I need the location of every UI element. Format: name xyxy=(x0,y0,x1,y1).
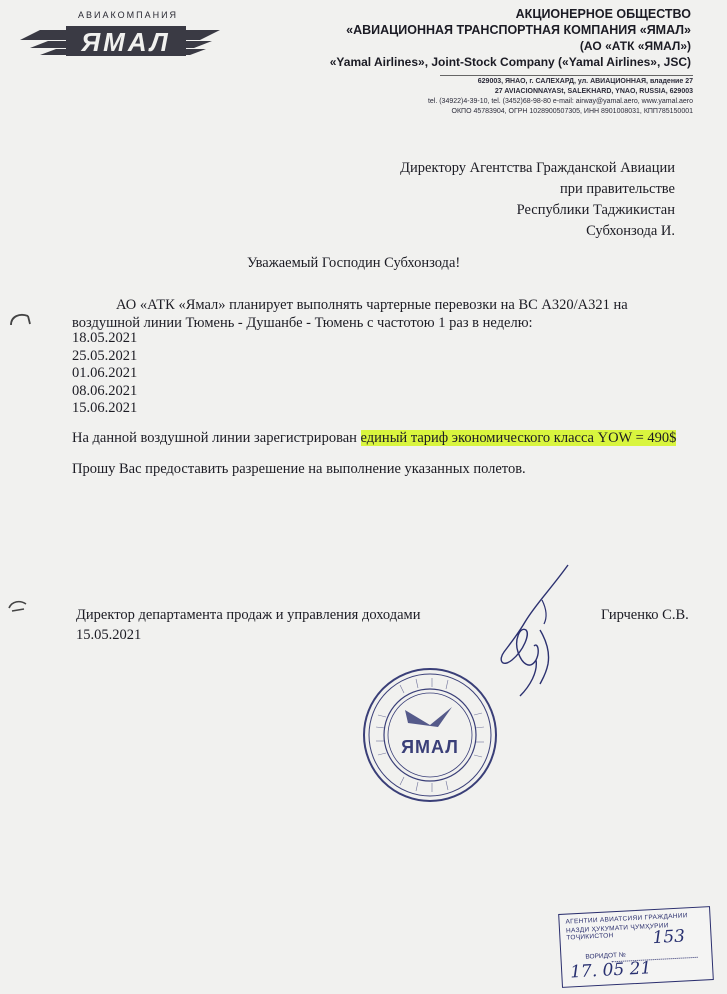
flight-date: 25.05.2021 xyxy=(72,347,138,364)
header-divider xyxy=(440,75,693,76)
signature-date: 15.05.2021 xyxy=(76,627,142,643)
registration-stamp xyxy=(558,906,714,988)
paragraph-2 xyxy=(72,429,694,447)
logo-caption: АВИАКОМПАНИЯ xyxy=(78,10,179,20)
paragraph-2-text: На данной воздушной линии зарегистрирован xyxy=(72,430,361,446)
flight-date: 15.06.2021 xyxy=(72,400,138,416)
stamp-line2: НАЗДИ ҲУКУМАТИ ҶУМҲУРИИ ТОҶИКИСТОН xyxy=(565,922,669,942)
company-line1: АКЦИОНЕРНОЕ ОБЩЕСТВО xyxy=(515,7,691,21)
paragraph-3: Прошу Вас предоставить разрешение на выполнение указанных полетов. xyxy=(72,461,526,477)
paragraph-1: АО «АТК «Ямал» планирует выполнять чартерные перевозки на ВС А320/А321 на воздушной линии Тюмень - Душанбе - Тюмень с частотою 1 раз в неделю: xyxy=(72,297,628,331)
incoming-date: 17. 05 21 xyxy=(569,958,652,983)
addressee-line3: Республики Таджикистан xyxy=(516,202,675,218)
punch-mark-icon xyxy=(8,310,34,328)
company-block xyxy=(330,6,691,70)
flight-date: 18.05.2021 xyxy=(72,330,138,346)
incoming-number: 153 xyxy=(652,926,686,949)
logo-text: ЯМАЛ xyxy=(81,27,171,57)
number-label: ВОРИДОТ № xyxy=(585,951,626,961)
addressee-line1: Директору Агентства Гражданской Авиации xyxy=(400,160,675,176)
seal-center-text: ЯМАЛ xyxy=(401,737,459,757)
salutation: Уважаемый Господин Субхонзода! xyxy=(247,255,461,271)
punch-mark-icon xyxy=(6,596,32,614)
company-line2: «АВИАЦИОННАЯ ТРАНСПОРТНАЯ КОМПАНИЯ «ЯМАЛ» xyxy=(346,23,691,37)
registry-numbers: ОКПО 45783904, ОГРН 1028900507305, ИНН 8901008031, КПП785150001 xyxy=(451,108,693,115)
signer-title: Директор департамента продаж и управления доходами xyxy=(76,607,421,623)
tariff-highlight: единый тариф экономического класса YOW = 490$ xyxy=(360,430,677,446)
address-ru: 629003, ЯНАО, г. САЛЕХАРД, ул. АВИАЦИОННАЯ, владение 27 xyxy=(477,78,693,85)
company-line3: (АО «АТК «ЯМАЛ») xyxy=(579,39,691,53)
contacts: tel. (34922)4-39-10, tel. (3452)68-98-80 e-mail: airway@yamal.aero, www.yamal.aero xyxy=(427,98,693,105)
address-en: 27 AVIACIONNAYASt, SALEKHARD, YNAO, RUSSIA, 629003 xyxy=(494,88,693,95)
flight-date: 08.06.2021 xyxy=(72,382,138,399)
company-address xyxy=(428,77,693,117)
addressee-line4: Субхонзода И. xyxy=(586,223,675,239)
addressee-line2: при правительстве xyxy=(559,181,675,197)
flight-dates-list xyxy=(72,330,137,418)
signer-name: Гирченко С.В. xyxy=(601,607,689,623)
company-line4: «Yamal Airlines», Joint-Stock Company («Yamal Airlines», JSC) xyxy=(329,55,691,69)
company-seal xyxy=(360,665,500,805)
flight-date: 01.06.2021 xyxy=(72,365,138,381)
addressee-block xyxy=(400,158,675,242)
stamp-line1: АГЕНТИИ АВИАТСИЯИ ГРАЖДАНИИ xyxy=(565,912,688,926)
